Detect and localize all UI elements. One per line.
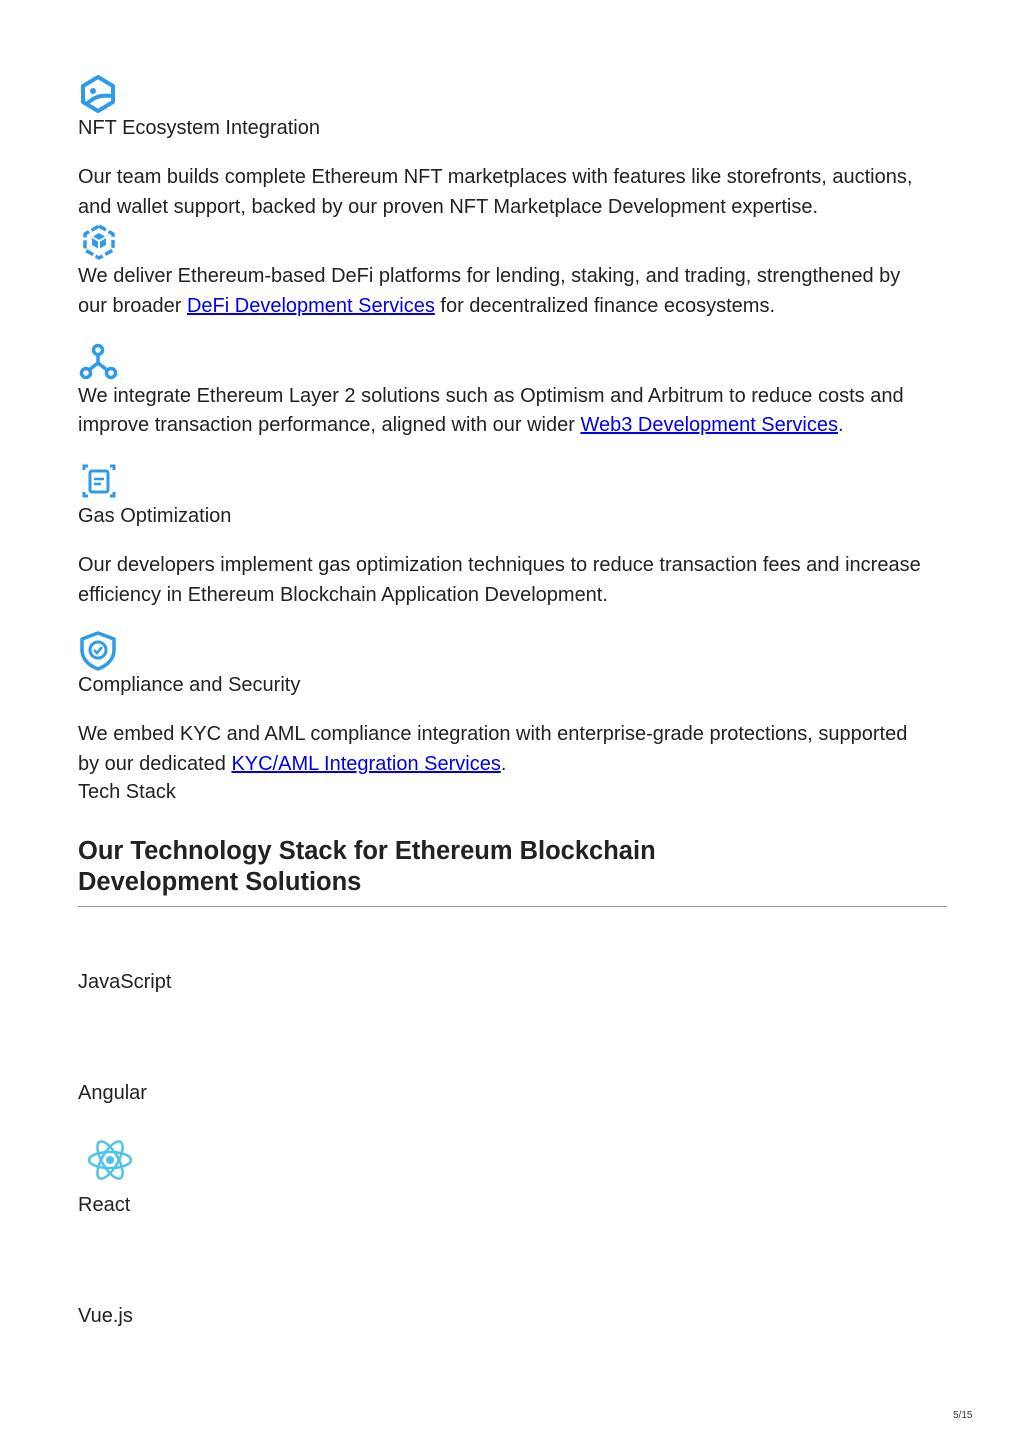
tech-item-vuejs: Vue.js: [78, 1305, 133, 1327]
text: our broader: [78, 295, 187, 317]
feature-text: and wallet support, backed by our proven NFT Marketplace Development expertise.: [78, 196, 819, 218]
tech-stack-label: Tech Stack: [78, 781, 176, 803]
feature-title: Compliance and Security: [78, 674, 301, 696]
cube-icon: [82, 224, 116, 260]
heading-line: Our Technology Stack for Ethereum Blockchain: [78, 837, 656, 865]
feature-text: Our developers implement gas optimization techniques to reduce transaction fees and increase: [78, 554, 921, 576]
react-icon: [86, 1138, 134, 1182]
network-nodes-icon: [78, 343, 118, 381]
text: .: [838, 414, 844, 436]
document-scan-icon: [80, 462, 118, 500]
feature-text: We embed KYC and AML compliance integration with enterprise-grade protections, supported: [78, 723, 908, 745]
section-heading: [78, 836, 656, 898]
nft-image-icon: [78, 74, 118, 114]
feature-text: [78, 749, 506, 779]
tech-item-angular: Angular: [78, 1082, 147, 1104]
page-number: 5/15: [953, 1410, 973, 1421]
shield-check-icon: [78, 630, 118, 672]
text: for decentralized finance ecosystems.: [434, 295, 776, 317]
text: improve transaction performance, aligned with our wider: [78, 414, 581, 436]
divider: [78, 906, 947, 907]
feature-text: Our team builds complete Ethereum NFT marketplaces with features like storefronts, auctions,: [78, 166, 913, 188]
tech-item-react: React: [78, 1194, 131, 1216]
feature-text: [78, 291, 775, 321]
web3-development-services-link[interactable]: Web3 Development Services: [580, 414, 838, 436]
feature-title: NFT Ecosystem Integration: [78, 117, 320, 139]
feature-text: We integrate Ethereum Layer 2 solutions such as Optimism and Arbitrum to reduce costs and: [78, 385, 904, 407]
text: by our dedicated: [78, 753, 232, 775]
defi-development-services-link[interactable]: DeFi Development Services: [186, 295, 435, 317]
tech-item-javascript: JavaScript: [78, 971, 172, 993]
feature-text: efficiency in Ethereum Blockchain Application Development.: [78, 584, 608, 606]
feature-text: [78, 410, 844, 440]
text: .: [500, 753, 507, 775]
heading-line: Development Solutions: [78, 868, 362, 896]
feature-text: We deliver Ethereum-based DeFi platforms for lending, staking, and trading, strengthened by: [78, 265, 901, 287]
feature-title: Gas Optimization: [78, 505, 232, 527]
kyc-aml-integration-services-link[interactable]: KYC/AML Integration Services: [231, 753, 501, 775]
